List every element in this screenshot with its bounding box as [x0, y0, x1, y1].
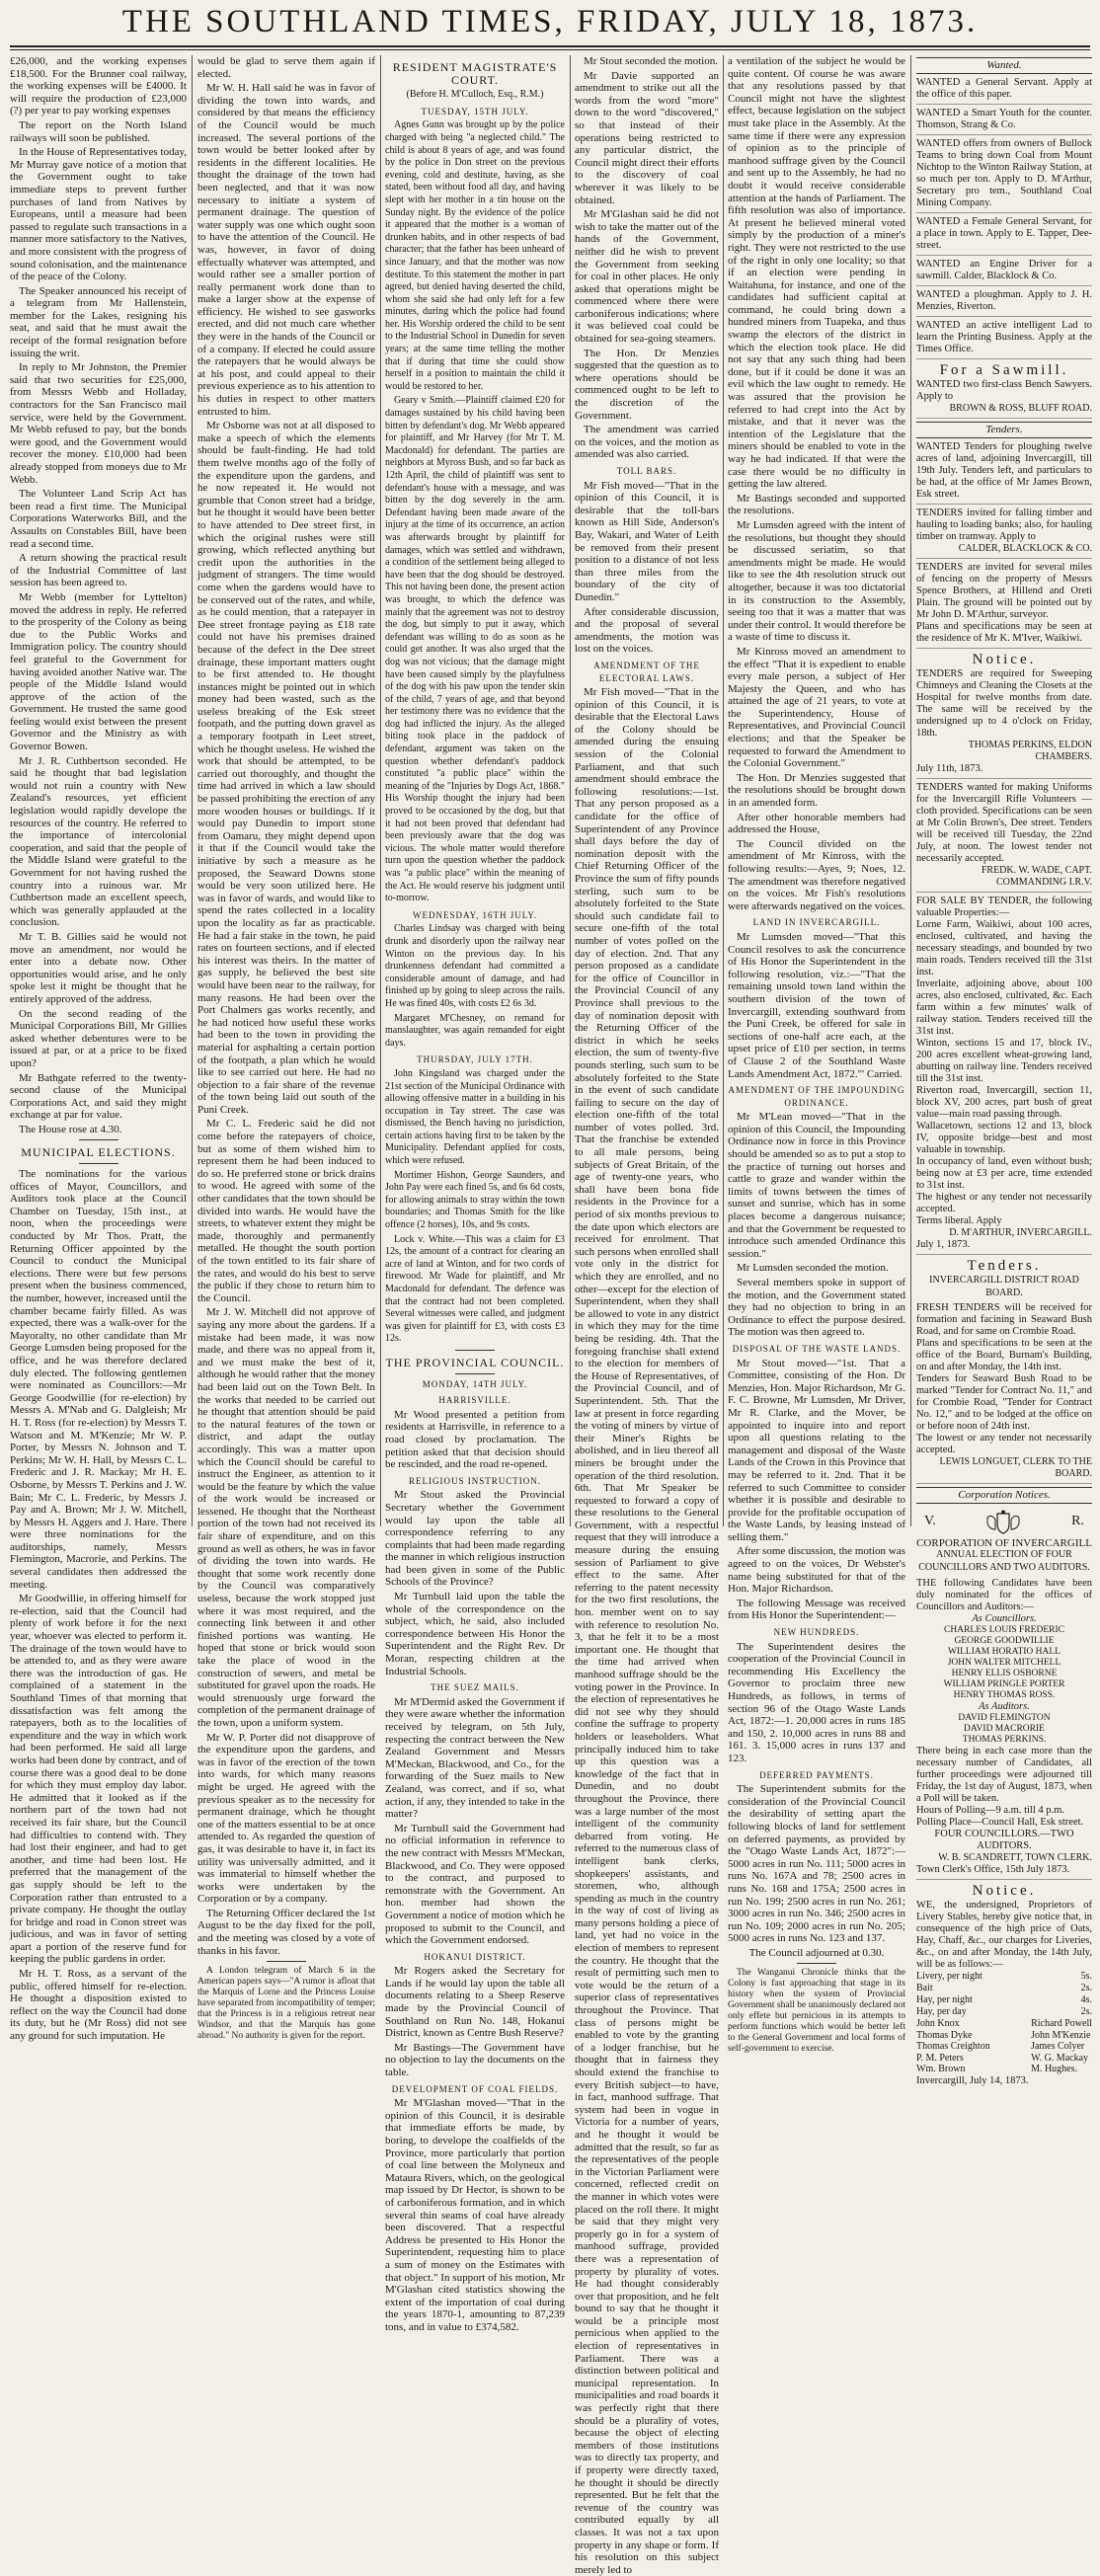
paragraph: The Council adjourned at 0.30. — [748, 1946, 885, 1959]
paragraph: Mr M'Glashan moved—"That in the opinion of this Council, it is desirable that immediate efforts be made, by boring, to develope the coalfields of the Province, more particularly that portion of coal line between the Molyneux and Mataura Rivers, which, on the geological map issued by Dr Hector, is shown to be of carboniferous formation, and in which several thin seams of coal have already been discovered. That a respectful Address be presented to His Honor the Superintendent, requesting him to place a sum of money on the Estimates with that object." In support of his motion, Mr M'Glashan cited statistics showing the extent of the importation of coal during the years 1870-1, amounting to 87,239 tons, and in value to £374,582. — [385, 2097, 565, 2333]
ad-heading-corporation: CORPORATION OF INVERCARGILL — [916, 1536, 1092, 1549]
date-heading: WEDNESDAY, 16TH JULY. — [413, 909, 537, 920]
paragraph: Agnes Gunn was brought up by the police charged with being "a neglected child." The child is about 8 years of age, and was found by the police in Don street on the previous evening, cold and destitute, having, as she stated, been without food all day, and having slept with her mother in a tin house on the Sunday night. By the evidence of the police it appeared that the mother is a woman of drunken habits, and in other respects of bad character; that the father has been unheard of since January, and that the mother was now destitute. To this statement the mother in part agreed, but denied having deserted the child, whom she said she had only left for a few minutes, during which the police had found her. His Worship ordered the child to be sent to the Industrial School in Dunedin for seven years; at the same time telling the mother that if during that time she could show herself in a position to maintain the child it would be restored to her. — [385, 119, 565, 392]
candidate-name: DAVID FLEMINGTON — [958, 1712, 1051, 1723]
subheading: AMENDMENT OF THE ELECTORAL LAWS. — [593, 660, 700, 683]
ads-heading-corporation: Corporation Notices. — [916, 1487, 1092, 1504]
rate-row — [916, 1983, 1092, 1994]
paragraph: Geary v Smith.—Plaintiff claimed £20 for damages sustained by his child having been bitten by defendant's dog. Mr Webb appeared for plaintiff, and Mr Harvey (for Mr T. M. Macdonald) for defendant. The parties are neighbors at Myross Bush, and so far back as 12th April, the child of plaintiff was sent to defendant's house with a message, and was bitten by the dog severely in the arm. Defendant having been made aware of the injury at the time of its occurrence, an action was afterwards brought by plaintiff for damages, which was settled and withdrawn, a condition of the settlement being alleged to have been that the dog should be destroyed. This not having been done, the present action was brought, to which the defence was mainly that the agreement was not to destroy the dog, but simply to put it away, which defendant was willing to do as soon as he could get another. It was also urged that the dog was not vicious; that the damage might have been caused simply by the playfulness of the dog with his paw upon the tender skin of the child, 7 years of age, and that beyond her testimony there was no evidence that the dog had inflicted the injury. As the alleged biting took place in the paddock of defendant, argument was taken on the question whether defendant's paddock constituted "a public place" within the meaning of the "Injuries by Dogs Act, 1868." His Worship thought the injury had been proved to be occasioned by the dog, but that it had not been proved that defendant had been previously aware that the dog was vicious. The whole matter would therefore turn upon the question whether the paddock was "a public place" within the meaning of the Act. He would reserve his judgment until to-morrow. — [385, 395, 565, 904]
paragraph: The Superintendent desires the cooperation of the Provincial Council in recommending His Excellency the Governor to proclaim three new Hundreds, as follows, in terms of section 96 of the Otago Waste Lands Act, 1872:—1. 20,000 acres in runs 185 and 150, 2. 10,000 acres in runs 88 and 161. 3. 15,000 acres in runs 137 and 123. — [728, 1640, 905, 1764]
classified-ad — [916, 1302, 1092, 1484]
paragraph: Charles Lindsay was charged with being drunk and disorderly upon the railway near Winton on the previous day. In his drunkenness defendant had committed a considerable amount of damage, and had finished up by going to sleep across the rails. He was fined 40s, with costs £2 6s 3d. — [385, 923, 565, 1009]
subheading: DISPOSAL OF THE WASTE LANDS. — [732, 1343, 902, 1354]
rate-row — [916, 1971, 1092, 1983]
ad-text: FOUR COUNCILLORS.—TWO AUDITORS. — [934, 1828, 1074, 1851]
classified-ad — [916, 562, 1092, 649]
ad-signature: LEWIS LONGUET, CLERK TO THE BOARD. — [939, 1456, 1092, 1480]
paragraph: Mr T. B. Gillies said he would not move an amendment, nor would he enter into a debate now. Other opportunities would arise, and he only spoke lest it might be thought that he entirely approved of the address. — [10, 930, 187, 1005]
ad-signature: CALDER, BLACKLOCK & CO. — [958, 542, 1092, 554]
classified-ad: WANTED an Engine Driver for a sawmill. Calder, Blacklock & Co. — [916, 259, 1092, 286]
classified-ad: WANTED Tenders for ploughing twelve acres of land, adjoining Invercargill, till 19th July. Tenders left, and particulars to be had, at the office of Mr James Brown, Esk street. — [916, 441, 1092, 505]
paragraph: The Hon. Dr Menzies suggested that the resolutions should be brought down in an amended form. — [728, 771, 905, 810]
candidate-name: GEORGE GOODWILLIE — [954, 1635, 1055, 1646]
paragraph: The House rose at 4.30. — [19, 1123, 122, 1135]
proprietor-name: Thomas Dyke — [916, 2029, 973, 2041]
ad-signature: THOMAS PERKINS, ELDON CHAMBERS. — [968, 740, 1092, 763]
ad-signature: BROWN & ROSS, BLUFF ROAD. — [949, 403, 1092, 415]
ad-heading-notice: Notice. — [972, 651, 1037, 667]
ad-label: As Councillors. — [972, 1612, 1037, 1624]
paragraph: Mr Bastings—The Government have no objection to lay the documents on the table. — [385, 2041, 565, 2079]
paragraph: Mr Osborne was not at all disposed to make a speech of which the elements should be fault-finding. He had told them twelve months ago of the folly of the expenditure upon the gardens, and he now repeated it. He would not grumble that Conon street had a bridge, but he thought it would have been better to have attended to Dee street first, in which the original rushes were still growing, which reflected anything but credit upon the authorities in the judgment of strangers. The time would come when the gardens would have to be conserved out of the rates, and while, as he could mention, that a ratepayer in Dee street frontage paying as £18 rate could not have his premises drained because of the defect in the Dee street drainage, these important matters ought to be first attended to. He thought instances might be pointed out in which money had been wasted, such as the useless breaking of the Esk street footpath, and the putting down gravel as a temporary footpath in Leet street, which he thought useless. He wished the work that should be attempted, to be carried out thoroughly, and thought the time had arrived in which a law should be passed prohibiting the erection of any more wooden houses or buildings. If it would pay Dunedin to import stone from Oamaru, they might depend upon it that if the Council would take the initiative by such a measure as he proposed, the Seaward Downs stone would be very soon utilized here. He was in favor of wards, and would like to spend the rates collected in a locality upon the locality as far as practicable. He had a fair stake in the town, he paid rates on fourteen sections, and if elected his interest was theirs. In the matter of gas supply, he believed the best site would have been near to the railway, for many reasons. He had been over the Port Chalmers gas works recently, and he had noticed how useful these works had been to the town in providing the material for asphalting a certain portion of the footpath, a plan which he would like to see carried out here. He had no objection to a fair share of the revenue of the town being laid out south of the Puni Creek. — [197, 420, 375, 1116]
paragraph: Mr Webb (member for Lyttelton) moved the address in reply. He referred to the prosperity of the Colony as being due to the Public Works and Immigration policy. The country should feel grateful to the Government for having avoided another Native war. The people of the Middle Island would approve of the action of the Government. He trusted the same good feeling would exist between the present Governor and the Ministry as with Governor Bowen. — [10, 590, 187, 753]
paragraph: Mr M'Dermid asked the Government if they were aware whether the information received by telegram, on 5th July, respecting the contract between the New Zealand Government and Messrs M'Meckan, Blackwood, and Co., for the forwarding of the Suez mails to New Zealand, was correct, and if so, what action, if any, they intended to take in the matter? — [385, 1695, 565, 1821]
candidate-list — [916, 1625, 1092, 1701]
paragraph: After some discussion, the motion was agreed to on the voices, Dr Webster's name being substituted for that of the Hon. Major Richardson. — [728, 1545, 905, 1596]
paragraph: Mr J. R. Cuthbertson seconded. He said he thought that bad legislation would not ruin a country with New Zealand's resources, yet efficient legislation would rapidly develope the resources of the country. He referred to the importance of intercolonial cooperation, and said that the people of the Middle Island were grateful to the Government for not having rushed the country into a ruinous war. Mr Cuthbertson made an excellent speech, which was generally applauded at the conclusion. — [10, 754, 187, 929]
paragraph: After considerable discussion, and the proposal of several amendments, the motion was lost on the voices. — [575, 605, 719, 656]
divider — [267, 1961, 306, 1962]
paragraph: John Kingsland was charged under the 21st section of the Municipal Ordinance with allowing offensive matter in a building in his occupation in Tay street. The case was dismissed, the Bench having no jurisdiction, certain actions having first to be taken by the Municipality. Defendant applied for costs, which were refused. — [385, 1067, 565, 1167]
paragraph: Mr Lumsden seconded the motion. — [737, 1262, 889, 1275]
paragraph: Mr W. H. Hall said he was in favor of dividing the town into wards, and considered by that means the efficiency of the Council would be much increased. The several portions of the town would be better looked after by residents in the different localities. He thought the drainage of the town had been neglected, and that it was now necessary to initiate a system of permanent drainage. The question of water supply was one which ought soon to have the attention of the Council. He was, however, in favor of doing effectually whatever was attempted, and would rather see a smaller portion of really permanent work done than to make a larger show at the expense of efficiency. He wished to see gasworks erected, and did not much care whether they were in the hands of the Council or of a company. If elected he could assure the ratepayers that he would always be at his post, and could appeal to their previous experience as to his attention to his duties in respect to other matters entrusted to him. — [197, 82, 375, 418]
paragraph: £26,000, and the working expenses £18,500. For the Brunner coal railway, the working expenses will be £4000. It will require the production of £23,000 (?) per year to pay working expenses — [10, 55, 187, 117]
news-note: A London telegram of March 6 in the American papers says—"A rumor is afloat that the Marquis of Lorne and the Princess Louise have separated from incompatibility of temper; that the Princess is in a religious retreat near Windsor, and that the Marquis has gone abroad." No authority is given for the report. — [197, 1966, 375, 2042]
paragraph: Mr Lumsden moved—"That this Council resolves to ask the concurrence of His Honor the Superintendent in the following resolution, viz.:—"That the remaining unsold town land within the southern division of the town of Invercargill, extending southward from the Puni Creek, be offered for sale in sections of one-half acre each, at the upset price of £10 per section, in terms of Clause 2 of the Southland Waste Lands Amendment Act, 1872."' Carried. — [728, 930, 905, 1080]
date-heading: THURSDAY, JULY 17TH. — [417, 1054, 533, 1065]
column-2 — [197, 55, 375, 2042]
ad-text: THE following Candidates have been duly nominated for the offices of Councillors and Auditors:— — [916, 1577, 1092, 1612]
classified-ad-for-sale — [916, 896, 1092, 1255]
candidate-name: JOHN WALTER MITCHELL — [947, 1657, 1061, 1668]
ad-date: Town Clerk's Office, 15th July 1873. — [916, 1863, 1070, 1875]
paragraph: Mr Fish moved—"That in the opinion of this Council, it is desirable that the Electoral Laws of the Colony should be amended during the ensuing session of the Colonial Parliament, and that such amendment should embrace the following resolutions:—1st. That any person proposed as a candidate for the office of Superintendent of any Province shall days before the day of nomination deposit with the Chief Returning Officer of the Province the sum of fifty pounds sterling, such sum to be absolutely forfeited to the State should such candidate fail to secure one-fifth of the total number of votes polled on the day of election. 2nd. That any person proposed as a candidate for the office of Councillor in the Provincial Council of any Province shall previous to the day of nomination deposit with the Returning Officer of the district in which he seeks election, the sum of twenty-five pounds sterling, such sum to be absolutely forfeited to the State in the event of such candidate failing to secure on the day of election one-fifth of the total number of votes polled. 3rd. That the franchise be extended to all male persons, being subjects of Great Britain, of the age of twenty-one years, who shall have been bona fide residents in the Province for a period of six months previous to the date upon which electors are received for enrolment. That such persons when enrolled shall vote only in the district for which they are enrolled, and no other—except for the election of Superintendent, when they shall be allowed to vote in any district in which they may for the time being be residing. 4th. That the foregoing franchise shall extend to the election for members of the House of Representatives, of the Provincial Council, and of Superintendent. 5th. That the law at present in force regarding the voting of miners by virtue of their Miner's Rights be abolished, and in lieu thereof all miners be brought under the operation of the third resolution. 6th. That Mr Speaker be requested to forward a copy of these resolutions to the General Government, with a respectful request that they will introduce a measure during the ensuing session of Parliament to give effect to the same. After referring to the patent necessity for the two first resolutions, the hon. member went on to say with reference to resolution No. 3, that he felt it to be a most important one. He thought that the time had arrived when manhood suffrage should be the voting power in the Province. In the election of representatives he did not see why they should confine the suffrage to property holders or leaseholders. What principally induced him to take up this question was a knowledge of the fact that in Dunedin, and no doubt throughout the Province, there was a large number of the most intelligent of the community debarred from voting. He referred to the numerous class of intelligent bank clerks, shopkeepers' assistants, and storemen, who, although spending as much in the country in the way of cost of living as many persons holding a piece of land, yet had no voice in the election of members to represent the country. He thought that the result of permitting such men to vote would be the return of a superior class of representatives throughout the Province. That class of persons might be enabled to vote by the granting of a lodger franchise, but he thought that in fairness they should extend the franchise to every British subject—to have, in fact, manhood suffrage. That system had been in vogue in Victoria for a number of years, and he thought it would be admitted that the result, so far as the representatives of the people in the Victorian Parliament were concerned, reflected credit on the manner in which votes were placed on the roll there. It might be said that they might very properly go in for a system of manhood suffrage, provided there was a representation of property by plurality of votes. He had thought considerably over that proposition, and he felt bound to say that he thought it would be a principle most pernicious when applied to the election of representatives in Parliament. There was a distinction between political and municipal representation. In municipalities and road boards it was perfectly right that there should be a plurality of votes, because the object of electing members of those institutions was to directly tax property, and if property were directly taxed, he thought it should be directly represented. But he felt that the revenue of the country was contributed equally by all classes. It was not a tax upon property in any shape or form. If his resolution on this subject merely led to — [575, 686, 719, 2576]
rate-row — [916, 2006, 1092, 2018]
paragraph: In reply to Mr Johnston, the Premier said that two securities for £25,000, from Messrs Webb and Holladay, contractors for the San Francisco mail service, were held by the Government. Mr Webb refused to pay, but the bonds were good, and the Government would recover the money. £10,000 had been already stopped from moneys due to Mr Webb. — [10, 361, 187, 486]
ads-heading-tenders: Tenders. — [916, 422, 1092, 438]
paragraph: Lock v. White.—This was a claim for £3 12s, the amount of a contract for clearing an acre of land at Winton, and for two cords of firewood. Mr Wade for plaintiff, and Mr Macdonald for defendant. The defence was that the contract had not been completed. Several witnesses were called, and judgment was given for plaintiff for £3, with costs £3 12s. — [385, 1233, 565, 1345]
ad-text: Plans and specifications to be seen at the office of the Board, Burnam's Building, on and after Monday, the 14th inst. — [916, 1338, 1092, 1373]
subheading: RELIGIOUS INSTRUCTION. — [409, 1475, 541, 1486]
ad-text: TENDERS are required for Sweeping Chimneys and Cleaning the Closets at the Hospital for twelve months from date. The same will be received by the undersigned up to 4 o'clock on Friday, 18th. — [916, 668, 1092, 740]
divider — [79, 1163, 118, 1164]
rate-row — [916, 1994, 1092, 2006]
ad-text: TENDERS wanted for making Uniforms for the Invercargill Rifle Volunteers — cloth provided. Specifications can be seen at Mr Colin Brown's, Dee street. Tenders will be received till Tuesday, the 22nd July, at noon. The lowest tender not necessarily accepted. — [916, 782, 1092, 865]
paragraph: The Superintendent submits for the consideration of the Provincial Council the desirability of setting apart the following blocks of land for settlement on deferred payments, as provided by the "Otago Waste Lands Act, 1872":—5000 acres in run No. 111; 5000 acres in runs No. 167A and 78; 2500 acres in runs No. 168 and 175A; 2500 acres in run No. 199; 2500 acres in run No. 261; 3000 acres in run No. 346; 2500 acres in run No. 109; 2000 acres in run No. 205; 5000 acres in runs No. 123 and 137. — [728, 1783, 905, 1945]
classified-ad: WANTED a Female General Servant, for a place in town. Apply to E. Tapper, Dee-street. — [916, 216, 1092, 256]
ad-text: Tenders for Seaward Bush Road to be marked "Tender for Contract No. 11," and for Crombie Road, "Tender for Contract No. 12," and to be lodged at the office on or before noon of 24th inst. — [916, 1373, 1092, 1433]
ad-date: July 11th, 1873. — [916, 763, 983, 775]
section-heading-provincial-council: THE PROVINCIAL COUNCIL. — [385, 1355, 565, 1369]
paragraph: Mr M'Lean moved—"That in the opinion of this Council, the Impounding Ordinance now in force in this Province should be amended so as to put a stop to the practice of turning out horses and cattle to graze and wander within the limits of towns between the times of sunset and sunrise, which has in some places become a dangerous nuisance; and that the Government be requested to introduce such amended Ordinance this session." — [728, 1111, 905, 1260]
ad-date: Invercargill, July 14, 1873. — [916, 2074, 1029, 2086]
date-heading: MONDAY, 14TH JULY. — [422, 1378, 528, 1389]
subheading: AMENDMENT OF THE IMPOUNDING ORDINANCE. — [728, 1085, 905, 1108]
rate-item: Hay, per night — [916, 1994, 973, 2006]
ad-text: WANTED two first-class Bench Sawyers. Apply to — [916, 379, 1092, 403]
paragraph: Mr Kinross moved an amendment to the effect "That it is expedient to enable every male person, a subject of Her Majesty the Queen, and who has attained the age of 21 years, to vote at the Superintendency, House of Representatives, and Provincial Council elections; and that the Speaker be requested to forward the Amendment to the Colonial Government." — [728, 645, 905, 770]
proprietor-column — [916, 2018, 990, 2075]
paragraph: Mr Goodwillie, in offering himself for re-election, said that the Council had plenty of work before it for the next year, whoever was elected to perform it. The drainage of the town would have to be attended to, and as they were aware there was the introduction of gas. He complained of a statement in the Southland Times of that morning that dissatisfaction was felt among the ratepayers, both as to the localities of expenditure and the way in which work had been performed. He said all large works had been done by contract, and of course there was a good deal to be done for which they must employ day labor. He admitted that it looked as if the northern part of the town had not received its fair share, but the Council had difficulties to contend with. They had lost their engineer, and had to get another, and time had been lost. He preferred that the management of the gas supply should be left to the Corporation rather than entrusted to a private company. He thought the outlay for bridge and road in Conon street was judicious, and was in favor of setting apart a portion of the reserve fund for keeping the public gardens in order. — [10, 1593, 187, 1966]
ad-heading-notice: Notice. — [972, 1882, 1037, 1899]
proprietor-name: Wm. Brown — [916, 2064, 966, 2075]
column-4 — [575, 55, 719, 2576]
candidate-name: WILLIAM PRINGLE PORTER — [943, 1678, 1065, 1689]
classified-ad — [916, 379, 1092, 419]
ad-text: TENDERS invited for falling timber and hauling to loading banks; also, for hauling timber on tramway. Apply to — [916, 507, 1092, 542]
subheading: LAND IN INVERCARGILL. — [752, 917, 881, 928]
paragraph: would be glad to serve them again if elected. — [197, 55, 375, 80]
proprietor-column — [1031, 2018, 1092, 2075]
ad-text: Polling Place—Council Hall, Esk street. — [916, 1816, 1084, 1828]
divider — [455, 1350, 495, 1351]
rate-price: 4s. — [1080, 1994, 1092, 2006]
column-divider — [910, 55, 911, 1526]
paragraph: The Volunteer Land Scrip Act has been read a first time. The Municipal Corporations Waterworks Bill, and the Assaults on Constables Bill, have been read a second time. — [10, 488, 187, 550]
classified-ad — [916, 668, 1092, 779]
paragraph: Mr Lumsden agreed with the intent of the resolutions, but thought they should be discussed seriatim, so that amendments might be made. He would like to see the 4th resolution struck out altogether, because it was too dictatorial in its construction to the Assembly, seeing too that it was a matter that was under their control. It would therefore be a waste of time to discuss it. — [728, 518, 905, 644]
proprietor-name: John M'Kenzie — [1031, 2029, 1091, 2041]
classified-ad-livery — [916, 1900, 1092, 2090]
rate-price: 2s. — [1080, 2006, 1092, 2018]
rate-item: Bait — [916, 1983, 933, 1994]
ad-text: FRESH TENDERS will be received for formation and facining in Seaward Bush Road, and for same on Crombie Road. — [916, 1302, 1092, 1338]
column-1 — [10, 55, 187, 2043]
paragraph: The Council divided on the amendment of Mr Kinross, with the following results:—Ayes, 9; Noes, 12. The amendment was therefore negatived on the voices. Mr Fish's resolutions were afterwards negatived on the voices. — [728, 837, 905, 912]
paragraph: Mr Bathgate referred to the twenty-second clause of the Municipal Corporations Act, and said they might exchange at par for value. — [10, 1071, 187, 1122]
news-note: The Wanganui Chronicle thinks that the Colony is fast approaching that stage in its history when the system of Provincial Government shall be unanimously declared not only effete but pernicious in its attempts to perform functions which would be better left to the General Government and local forms of self-government to exercise. — [728, 1968, 905, 2055]
proprietor-name: John Knox — [916, 2018, 960, 2030]
section-heading-municipal-elections: MUNICIPAL ELECTIONS. — [21, 1145, 176, 1160]
candidate-name: HENRY ELLIS OSBORNE — [951, 1668, 1058, 1678]
ad-text: Hours of Polling—9 a.m. till 4 p.m. — [916, 1804, 1064, 1816]
ad-text: Wallacetown, sections 12 and 13, block IV, opposite bridge—best and most valuable in township. — [916, 1121, 1092, 1156]
ad-text: In occupancy of land, even without bush; being now at £3 per acre, time extended to 31st inst. — [916, 1156, 1092, 1192]
proprietor-name: Thomas Creighton — [916, 2041, 990, 2053]
column-divider — [723, 55, 724, 1526]
paragraph: Mr H. T. Ross, as a servant of the public, offered himself for re-election. He thought a disposition existed to reflect on the way the Council had done its duty, but he (Mr Ross) did not see any ground for such imputation. He — [10, 1968, 187, 2043]
rate-price: 5s. — [1080, 1971, 1092, 1983]
subheading: HARRISVILLE. — [438, 1395, 511, 1406]
proprietor-name: M. Hughes. — [1031, 2064, 1078, 2075]
paragraph: In the House of Representatives today, Mr Murray gave notice of a motion that the Government ought to take immediate steps to prevent further purchases of land from Natives by Europeans, until a measure had been passed to regulate such transactions in a manner more satisfactory to the Natives, and more consistent with the progress of sound colonisation, and the maintenance of the peace of the Colony. — [10, 146, 187, 283]
auditor-list — [916, 1713, 1092, 1746]
paragraph: a ventilation of the subject he would be quite content. Of course he was aware that any resolutions passed by that Council might not have the slightest effect, because legislation on the subject must take place in the Assembly. At the same time if there were any expression of opinion as to the principle of manhood suffrage given by the Council and sent up to the Assembly, he had no doubt it would receive considerable attention at the hands of Parliament. The fifth resolution was also of importance. At present he believed mineral voted simply by the production of a miner's right. They were not restricted to the use of the right in only one locality; so that if an election were pending in Waitahuna, for instance, and one of the candidates had sufficient capital at command, he could bring down a hundred miners from Tuapeka, and thus swamp the electors of the district in which the election took place. He did not say that any such thing had been done, but if it could be done it was an evil which the law ought to remedy. He was assured that the provision he referred to had crept into the Act by mistake, and that it never was the intention of the Legislature that the miners should be enabled to vote in the way he had indicated. If that were the case there would be no difficulty in getting the law altered. — [728, 55, 905, 491]
column-5 — [728, 55, 905, 2055]
ad-text: Plans and specifications may be seen at the residence of Mr K. M'Iver, Waikiwi. — [916, 620, 1092, 644]
ad-subheading: ANNUAL ELECTION OF FOUR COUNCILLORS AND TWO AUDITORS. — [918, 1549, 1090, 1573]
court-subheading: (Before H. M'Culloch, Esq., R.M.) — [406, 89, 544, 101]
ad-signature: D. M'ARTHUR, INVERCARGILL. — [949, 1227, 1092, 1239]
classified-ad: WANTED a ploughman. Apply to J. H. Menzies, Riverton. — [916, 289, 1092, 317]
proprietor-list — [916, 2018, 1092, 2075]
paragraph: The amendment was carried on the voices, and the motion as amended was also carried. — [575, 424, 719, 461]
paragraph: Several members spoke in support of the motion, and the Government stated they had no objection to bring in an Ordinance to effect the purpose desired. The motion was then agreed to. — [728, 1277, 905, 1339]
subheading: HOKANUI DISTRICT. — [424, 1951, 526, 1962]
classified-ad: WANTED a General Servant. Apply at the office of this paper. — [916, 77, 1092, 105]
proprietor-name: Richard Powell — [1031, 2018, 1092, 2030]
divider — [79, 1139, 118, 1140]
column-divider — [192, 55, 193, 1526]
ad-date: July 1, 1873. — [916, 1239, 971, 1251]
paragraph: Mr M'Glashan said he did not wish to take the matter out of the hands of the Government, neither did he wish to prevent the Government from seeking for coal in other places. He only asked that operations might be commenced where there were carboniferous indications; where it was believed coal could be obtained for sea-going steamers. — [575, 208, 719, 346]
rate-list — [916, 1971, 1092, 2018]
ad-text: The highest or any tender not necessarily accepted. — [916, 1192, 1092, 1215]
paragraph: Mr Stout moved—"1st. That a Committee, consisting of the Hon. Dr Menzies, Hon. Major Richardson, Mr G. F. C. Browne, Mr Lumsden, Mr Driver, Mr R. Clarke, and the Mover, be appointed to inquire into and report upon all questions relating to the management and disposal of the Waste Lands of the Crown in this Province that may be referred to it. 2nd. That it be referred to such Committee to consider whether it is possible and desirable to provide for the profitable occupation of the Waste Lands, by leasing instead of selling them." — [728, 1357, 905, 1543]
ad-text: Lorne Farm, Waikiwi, about 100 acres, enclosed, cultivated, and having the necessary steadings, and bounded by two main roads. Tenders received till the 31st inst. — [916, 919, 1092, 978]
paragraph: Mr Stout asked the Provincial Secretary whether the Government would lay upon the table all correspondence referring to any complaints that had been made regarding the manner in which religious instruction had been given in some of the Public Schools of the Province? — [385, 1489, 565, 1589]
proprietor-name: James Colyer — [1031, 2041, 1085, 2053]
paragraph: The report on the North Island railways will soon be published. — [10, 118, 187, 144]
date-heading: TUESDAY, 15TH JULY. — [421, 106, 529, 117]
ads-heading-wanted: Wanted. — [916, 57, 1092, 74]
masthead-rule — [10, 45, 1090, 47]
masthead — [0, 0, 1100, 47]
paragraph: Mr Rogers asked the Secretary for Lands if he would lay upon the table all documents relating to a Sheep Reserve made by the Provincial Council of Southland on Run No. 148, Hokanui District, known as Centre Bush Reserve? — [385, 1965, 565, 2040]
ad-text: There being in each case more than the necessary number of Candidates, all further proceedings were adjourned till Friday, the 1st day of August, 1873, when a Poll will be taken. — [916, 1745, 1092, 1804]
paragraph: Mr Bastings seconded and supported the resolutions. — [728, 492, 905, 517]
subheading: TOLL BARS. — [616, 466, 677, 476]
paragraph: Mr Stout seconded the motion. — [584, 55, 718, 67]
divider — [797, 1963, 836, 1964]
classified-ad — [916, 507, 1092, 559]
proprietor-name: P. M. Peters — [916, 2052, 964, 2064]
ad-text: The lowest or any tender not necessarily accepted. — [916, 1433, 1092, 1456]
paragraph: The Returning Officer declared the 1st August to be the day fixed for the poll, and the meeting was closed by a vote of thanks in his favor. — [197, 1907, 375, 1957]
paragraph: The following Message was received from His Honor the Superintendent:— — [728, 1597, 905, 1622]
paragraph: Mr Turnbull laid upon the table the whole of the correspondence on the subject, which, he said, also included correspondence between His Honor the Superintendent and the Right Rev. Dr Moran, respecting children at the Industrial Schools. — [385, 1591, 565, 1678]
ad-text: Riverton road, Invercargill, section 11, block XV, 200 acres, part bush of great value—main road passing through. — [916, 1085, 1092, 1121]
masthead-rule-thin — [10, 49, 1090, 50]
candidate-name: THOMAS PERKINS. — [962, 1734, 1047, 1745]
candidate-name: CHARLES LOUIS FREDERIC — [944, 1624, 1064, 1635]
subheading: DEVELOPMENT OF COAL FIELDS. — [391, 2083, 559, 2094]
proprietor-name: W. G. Mackay — [1031, 2052, 1089, 2064]
paragraph: Mr Wood presented a petition from residents at Harrisville, in reference to a road closed by proclamation. The petition asked that that decision should be rescinded, and the road re-opened. — [385, 1408, 565, 1471]
crest-letter: R. — [1071, 1514, 1084, 1529]
rate-item: Livery, per night — [916, 1971, 982, 1983]
subheading: NEW HUNDREDS. — [773, 1627, 860, 1638]
masthead-title: THE SOUTHLAND TIMES, FRIDAY, JULY 18, 1873. — [121, 4, 979, 39]
classified-ad — [916, 782, 1092, 893]
ad-signature: W. B. SCANDRETT, TOWN CLERK. — [938, 1851, 1092, 1863]
classified-ad: WANTED a Smart Youth for the counter. Thomson, Strang & Co. — [916, 108, 1092, 135]
paragraph: Mr J. W. Mitchell did not approve of saying any more about the gardens. If a mistake had been made, it was now made, and there was no appeal from it, and we must make the best of it, although he would rather that the money had been laid out on the Town Belt. In the works that needed to be carried out he thought that attention should be paid to the natural features of the town or district, and adapt the outlay accordingly. This was a matter upon which the Council should be careful to instruct the Engineer, as attention to it would be the feature by which the value of the work would be increased or lessened. He thought that the Northeast portion of the town had not received its fair share of expenditure, and on this ground as well as others, he was in favor of dividing the town into wards. He thought that some work recently done by the Council was comparatively useless, because the work stopped just where it was most required, and the connecting link between it and other finished portions was wanting. He hoped that stone or brick would soon take the place of wood in the construction of sewers, and metal be substituted for gravel upon the roads. He would strenuously urge forward the completion of the permanent drainage of the town, upon a uniform system. — [197, 1306, 375, 1729]
column-divider — [380, 55, 381, 1526]
divider — [455, 1373, 495, 1374]
ad-heading-tenders: Tenders. — [967, 1258, 1042, 1275]
ad-text: WE, the undersigned, Proprietors of Livery Stables, hereby give notice that, in consequence of the high price of Oats, Hay, Chaff, &c., our charges for Liveries, &c., on and after Monday, the 14th July, will be as follows:— — [916, 1900, 1092, 1971]
rate-item: Hay, per day — [916, 2006, 967, 2018]
crest-letter: V. — [924, 1514, 936, 1529]
classified-ad: WANTED offers from owners of Bullock Teams to bring down Coal from Mount Nichtop to the Winton Railway Station, at so much per ton. Apply to D. M'Arthur, Secretary pro tem., Southland Coal Mining Company. — [916, 138, 1092, 213]
paragraph: The nominations for the various offices of Mayor, Councillors, and Auditors took place at the Council Chamber on Tuesday, 15th inst., at noon, when the proceedings were conducted by Mr Thos. Pratt, the Returning Officer appointed by the Council to conduct the Municipal elections. There were but few persons present when the business commenced, the number, however, increased until the chamber became fairly filled. As was expected, there was a walk-over for the Mayoralty, no other candidate than Mr George Lumsden being proposed for the office, and he was therefore declared duly elected. The following gentlemen were nominated as Councillors:—Mr George Goodwillie (for re-election) by Messrs A. M'Nab and G. Dalgleish; Mr H. T. Ross (for re-election) by Messrs T. Watson and M. M'Kenzie; Mr W. P. Porter, by Messrs N. Johnson and T. Perkins; Mr W. H. Hall, by Messrs C. L. Frederic and J. R. Mackay; Mr H. E. Osborne, by Messrs T. Perkins and J. W. Bain; Mr C. L. Frederic, by Messrs J. Pay and A. Brown; Mr J. W. Mitchell, by Messrs H. Aggers and J. Hare. There were three nominations for the auditorships, namely, Messrs Flemington, Macrorie, and Perkins. The several candidates then addressed the meeting. — [10, 1168, 187, 1591]
paragraph: The Hon. Dr Menzies suggested that the question as to where operations should be commenced ought to be left to the discretion of the Government. — [575, 347, 719, 422]
paragraph: Mr Fish moved—"That in the opinion of this Council, it is desirable that the toll-bars known as Hill Side, Anderson's Bay, Wakari, and Water of Leith be removed from their present position to a distance of not less than three miles from the boundary of the city of Dunedin." — [575, 479, 719, 603]
classified-ad-election — [916, 1578, 1092, 1880]
coat-of-arms-icon — [983, 1510, 1023, 1535]
ad-heading-sawmill: For a Sawmill. — [939, 361, 1069, 378]
paragraph: Mr Davie supported an amendment to strike out all the words from the word "more" down to the word "discovered," so that instead of their operations being restricted to any particular district, the Council might direct their efforts to the discovery of coal wherever it was likely to be obtained. — [575, 69, 719, 206]
royal-crest — [924, 1510, 1084, 1535]
candidate-name: DAVID MACRORIE — [964, 1723, 1045, 1734]
ad-text: FOR SALE BY TENDER, the following valuable Properties:— — [916, 896, 1092, 919]
paragraph: Mr Turnbull said the Government had no official information in reference to the new contract with Messrs M'Meckan, Blackwood, and Co. They were opposed to the contract, and purposed to remonstrate with the Government. An hon. member had shown the Government a notice of motion which he proposed to submit to the Council, and which the Government endorsed. — [385, 1822, 565, 1947]
candidate-name: WILLIAM HORATIO HALL — [948, 1646, 1061, 1657]
ad-subheading: INVERCARGILL DISTRICT ROAD BOARD. — [929, 1274, 1079, 1298]
ad-text: Inverlaite, adjoining above, about 100 acres, also enclosed, cultivated, &c. Each farm within a few minutes' walk of railway station. Tenders received till the 31st inst. — [916, 978, 1092, 1038]
rate-price: 2s. — [1080, 1983, 1092, 1994]
paragraph: The Speaker announced his receipt of a telegram from Mr Hallenstein, member for the Lakes, resigning his seat, and said that he must await the receipt of the formal resignation before issuing the writ. — [10, 284, 187, 359]
paragraph: On the second reading of the Municipal Corporations Bill, Mr Gillies asked whether debentures were to be issued at par, or at a price to be fixed upon? — [10, 1007, 187, 1069]
paragraph: Mortimer Hishon, George Saunders, and John Pay were each fined 5s, and 6s 6d costs, for allowing animals to stray within the town boundaries; and Thomas Smith for the like offence (2 horses), 10s, and 9s costs. — [385, 1169, 565, 1231]
paragraph: Mr C. L. Frederic said he did not come before the ratepayers of choice, but as some of them wished him to represent them he had been induced to do so. He preferred stone or brick drains to wood. He agreed with some of the other candidates that the town should be divided into wards. He would have the streets, to whatever extent they might be made, thoroughly and permanently metalled. He thought the south portion of the town entitled to its fair share of the rates, and would do his best to serve the public if they chose to return him to the Council. — [197, 1118, 375, 1304]
ad-signature: FREDK. W. WADE, CAPT. COMMANDING I.R.V. — [981, 865, 1092, 889]
ad-label: As Auditors. — [979, 1700, 1030, 1712]
paragraph: After other honorable members had addressed the House, — [728, 811, 905, 836]
column-6-advertisements — [916, 55, 1092, 2086]
subheading: DEFERRED PAYMENTS. — [759, 1769, 874, 1780]
section-heading-rm-court: RESIDENT MAGISTRATE'S COURT. — [392, 60, 558, 87]
paragraph: A return showing the practical result of the Industrial Committee of last session has been agreed to. — [10, 552, 187, 589]
paragraph: Margaret M'Chesney, on remand for manslaughter, was again remanded for eight days. — [385, 1012, 565, 1049]
column-3 — [385, 55, 565, 2333]
ad-text: Terms liberal. Apply — [916, 1215, 1002, 1227]
ad-text: Winton, sections 15 and 17, block IV., 200 acres excellent wheat-growing land, abutting on railway line. Tenders received till the 31st inst. — [916, 1038, 1092, 1085]
ad-text: TENDERS are invited for several miles of fencing on the property of Messrs Spence Brothers, at Hillend and Oreti Plain. The ground will be pointed out by Mr John D. M'Arthur, surveyor. — [916, 561, 1092, 620]
column-divider — [570, 55, 571, 1526]
subheading: THE SUEZ MAILS. — [431, 1682, 519, 1693]
classified-ad: WANTED an active intelligent Lad to learn the Printing Business. Apply at the Times Office. — [916, 320, 1092, 359]
paragraph: Mr W. P. Porter did not disapprove of the expenditure upon the gardens, and was in favor of the erection of the town into wards, for which many reasons might be urged. He agreed with the previous speaker as to the necessity for permanent drainage, which he thought one of the matters essential to be at once attended to. As regarded the question of gas, it was desirable to have it, in fact its utility was universally admitted, and it was immaterial to himself whether the works were undertaken by the Corporation or by a company. — [197, 1731, 375, 1906]
candidate-name: HENRY THOMAS ROSS. — [953, 1689, 1056, 1700]
